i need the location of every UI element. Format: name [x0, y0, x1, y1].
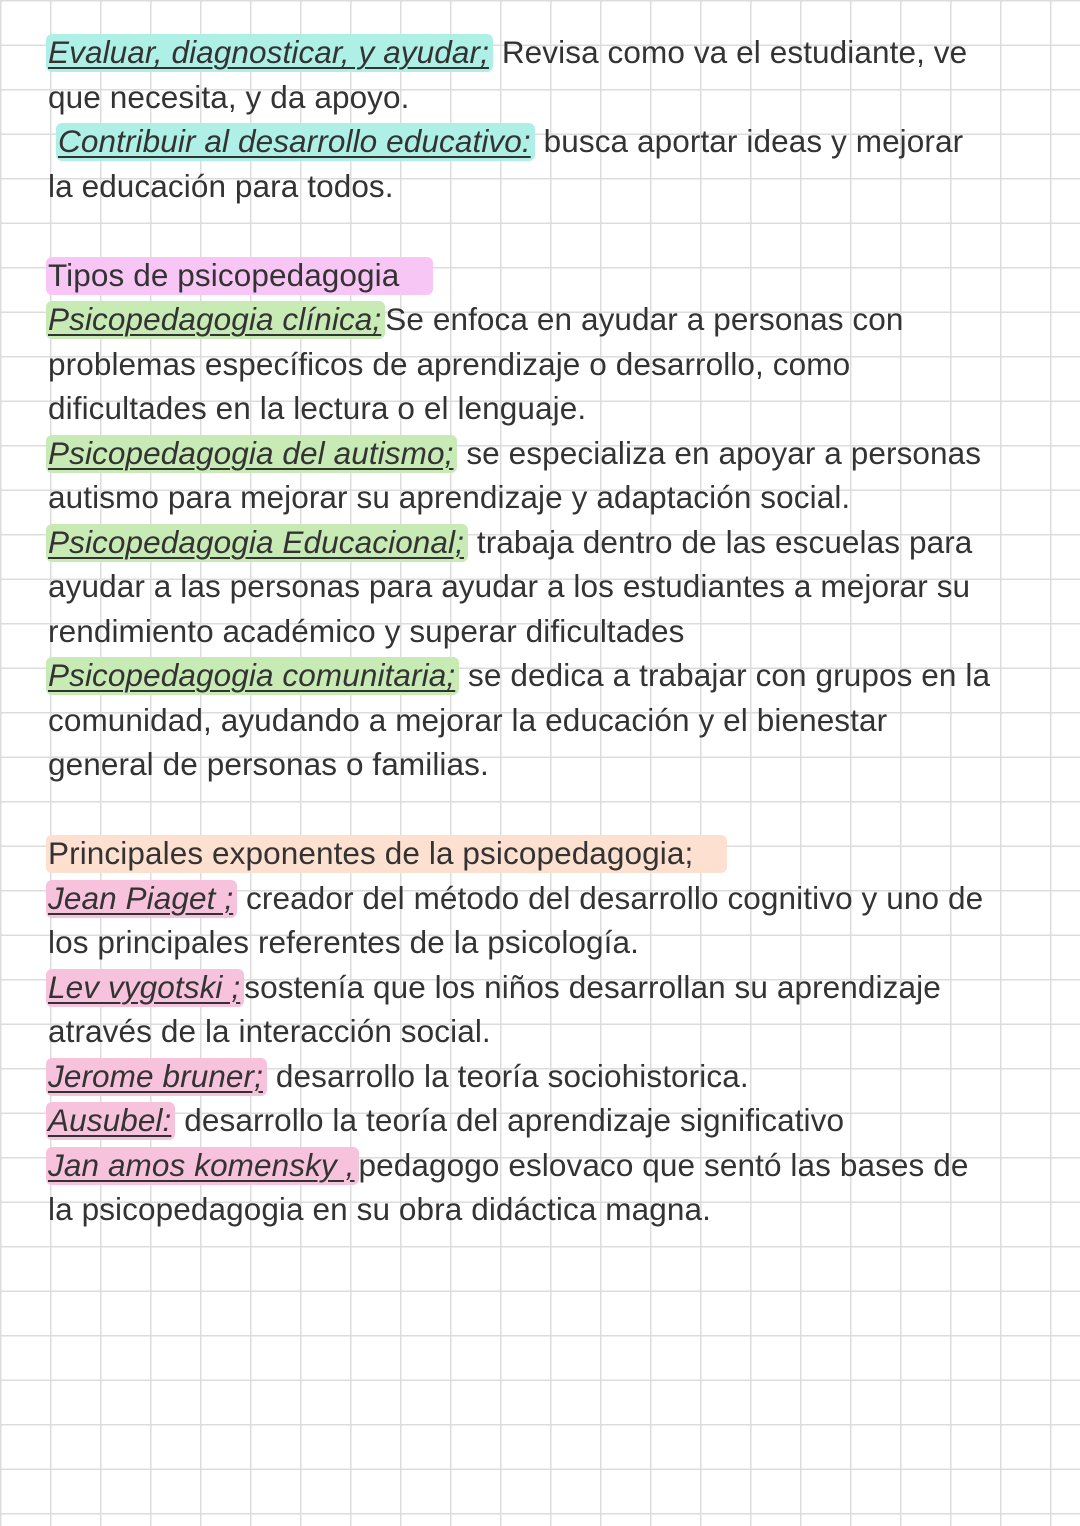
definition-first-line: [48, 30, 1048, 75]
highlighted-term: Evaluar, diagnosticar, y ayudar;: [46, 34, 493, 72]
section-heading-row: [48, 831, 1048, 876]
definition-first-line: [48, 876, 1048, 921]
definition-continuation: rendimiento académico y superar dificultades: [48, 612, 685, 649]
definition-text: busca aportar ideas y mejorar: [534, 123, 964, 159]
definition-text: Se enfoca en ayudar a personas con: [385, 301, 904, 337]
definition-continuation: através de la interacción social.: [48, 1013, 491, 1049]
tipo-item: [48, 653, 1048, 787]
highlighted-term: Psicopedagogia del autismo;: [46, 435, 457, 473]
definition-first-line: [48, 431, 1048, 476]
definition-continuation: ayudar a las personas para ayudar a los estudiantes a mejorar su: [48, 568, 971, 604]
definition-text: pedagogo eslovaco que sentó las bases de: [358, 1146, 969, 1183]
definition-text: desarrollo la teoría del aprendizaje significativo: [175, 1102, 845, 1138]
definition-text: trabaja dentro de las escuelas para: [468, 523, 973, 560]
section-heading-row: [48, 253, 1048, 298]
highlighted-term: Jean Piaget ;: [46, 880, 237, 918]
exponente-item: [48, 876, 1048, 965]
definition-first-line: [48, 965, 1048, 1010]
definition-first-line: [48, 653, 1048, 698]
definition-text: desarrollo la teoría sociohistorica.: [267, 1057, 749, 1094]
highlighted-term: Psicopedagogia clínica;: [46, 301, 385, 339]
definition-continuation: la psicopedagogia en su obra didáctica magna.: [48, 1191, 711, 1227]
definition-text: se dedica a trabajar con grupos en la: [459, 657, 991, 693]
definition-continuation: los principales referentes de la psicología.: [48, 924, 639, 960]
definition-text: sostenía que los niños desarrollan su aprendizaje: [244, 968, 941, 1005]
definition-continuation: problemas específicos de aprendizaje o desarrollo, como: [48, 345, 851, 382]
definition-item: [48, 30, 1048, 119]
definition-continuation: la educación para todos.: [48, 167, 394, 204]
highlighted-term: Lev vygotski ;: [46, 969, 244, 1007]
definition-continuation: comunidad, ayudando a mejorar la educación y el bienestar: [48, 701, 888, 738]
exponente-item: [48, 1143, 1048, 1232]
definition-text: se especializa en apoyar a personas: [457, 434, 982, 471]
definition-continuation: autismo para mejorar su aprendizaje y adaptación social.: [48, 479, 851, 515]
exponente-item: [48, 1098, 1048, 1143]
definition-first-line: [48, 1054, 1048, 1099]
tipo-item: [48, 520, 1048, 654]
definition-first-line: [48, 520, 1048, 565]
spacer: [48, 208, 1048, 253]
exponente-item: [48, 965, 1048, 1054]
highlighted-term: Psicopedagogia comunitaria;: [46, 657, 459, 695]
highlighted-term: Contribuir al desarrollo educativo:: [56, 123, 535, 161]
definition-continuation: dificultades en la lectura o el lenguaje.: [48, 390, 587, 426]
definition-first-line: [48, 119, 1048, 164]
definition-item: [48, 119, 1048, 208]
tipo-item: [48, 431, 1048, 520]
section-heading-exponentes: Principales exponentes de la psicopedagogia;: [46, 835, 727, 873]
highlighted-term: Psicopedagogia Educacional;: [46, 524, 468, 562]
highlighted-term: Jerome bruner;: [46, 1058, 267, 1096]
exponente-item: [48, 1054, 1048, 1099]
definition-first-line: [48, 1143, 1048, 1188]
definition-first-line: [48, 1098, 1048, 1143]
definition-continuation: que necesita, y da apoyo.: [48, 78, 410, 115]
definition-text: creador del método del desarrollo cognitivo y uno de: [237, 879, 984, 916]
definition-text: Revisa como va el estudiante, ve: [492, 34, 968, 70]
tipo-item: [48, 297, 1048, 431]
definition-continuation: general de personas o familias.: [48, 746, 489, 782]
definition-first-line: [48, 297, 1048, 342]
highlighted-term: Ausubel:: [46, 1102, 175, 1140]
spacer: [48, 787, 1048, 832]
section-heading-tipos: Tipos de psicopedagogia: [46, 257, 433, 295]
notes-page: [48, 30, 1048, 1232]
highlighted-term: Jan amos komensky ,: [46, 1147, 359, 1185]
